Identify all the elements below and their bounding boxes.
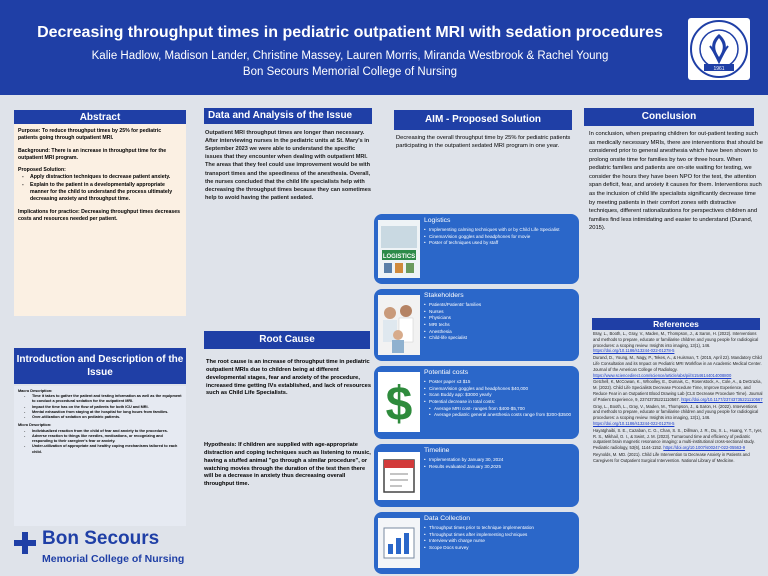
references-heading	[592, 318, 760, 330]
conclusion-text: In conclusion, when preparing children for out-patient testing such as medically necessary MRIs, there are interventions that should be considered prior to general anesthesia which have been shown to prolong onsite time for families by two or three hours. When pediatric families and patients are on-site waiting for testing, we consider the hours they have been NPO for the test, the attention span deficit, fear, and anxiety it causes for them. Interventions such as the inclusion of child life specialists significantly decrease time by meeting patients in their comfort zones with distractive techniques, different rationalizations for perspectives children and families find less intimidating and easier to understand (Durand, 2015).	[589, 131, 763, 232]
footer-college: Memorial College of Nursing	[42, 553, 185, 565]
conclusion-heading-text: Conclusion	[641, 111, 697, 122]
abstract-solution-list	[18, 174, 182, 203]
conclusion-heading	[584, 108, 754, 126]
root-cause-text: The root cause is an increase of throughput time in pediatric outpatient MRIs due to children being at different developmental stages, fear and anxiety of the procedure, increased time getting IVs established, and lack of resources such as Child Life Specialists.	[206, 359, 371, 397]
reference-item	[593, 379, 763, 402]
poster-authors: Kalie Hadlow, Madison Lander, Christine Massey, Lauren Morris, Miranda Westbrook & Rachel Young	[91, 50, 609, 62]
svg-text:1961: 1961	[713, 66, 725, 72]
reference-link[interactable]: https://doi.org/10.1186/s13244-022-01278-5	[593, 348, 675, 354]
list-item: • Scope Docs survey	[424, 545, 576, 552]
list-item: • CinemaVision goggles and headphones for movie	[424, 234, 576, 241]
list-item: - Individualized reaction from the child of fear and anxiety to the procedures.	[32, 429, 182, 434]
logistics-image-word: LOGISTICS	[382, 254, 416, 260]
list-item: • Throughput times after implementing techniques	[424, 532, 576, 539]
reference-item	[593, 331, 763, 354]
list-item: • Results evaluated January 30,2025	[424, 464, 576, 471]
reference-text: Reynolds, M. MD. (2021). Child Life Intervention to Decrease Anxiety in Patients and Caregivers for Outpatient Surgical Intervention. National Library of Medicine.	[593, 451, 750, 463]
list-item: • Average MRI cost- ranges from $400-$5,700	[424, 406, 576, 413]
list-item: • Potential decrease in total costs:	[424, 399, 576, 406]
list-item: • Physicians	[424, 315, 576, 322]
reference-item	[593, 355, 763, 378]
list-item: - Adverse reaction to things like needles, medications, or recognizing and responding to their caregiver's fear or anxiety.	[32, 434, 182, 444]
list-item: - Explain to the patient in a developmentally appropriate manner for the child to understand the process ultimately decreasing anxiety and throughput time.	[30, 182, 182, 204]
timeline-title: Timeline	[424, 447, 450, 454]
data-analysis-text: Outpatient MRI throughput times are longer than necessary. After interviewing nurses in the pediatric units at St. Mary's in September 2023 we were able to understand the specific issues that they encounter when dealing with outpatient MRI. The areas that they feel could use improvement would be with transport times and the speediness of the anesthesia. Overall, the nurses concluded that the child life specialists help with decreasing the throughput times because they can sometimes help to avoid having the patient sedated.	[205, 130, 371, 201]
reference-text: Durand, D., Young, M., Nagy, P., Tekes, A., & Huisman, T. (2015, April 22). Mandatory Child Life Consultation and its Impact on Pediatric MRI Workflow in an Academic Medical Center. Journal of the American College of Radiology.	[593, 355, 762, 372]
list-item: • Interview with charge nurse	[424, 538, 576, 545]
root-cause-heading-text: Root Cause	[259, 334, 315, 345]
hypothesis-text: Hypothesis: If children are supplied with age-appropriate distraction and coping techniques such as listening to music, having a stuffed animal "go through a similar procedure", or watching movies through the duration of the test then there will be a decrease in anxiety thus decreasing overall throughput time.	[204, 442, 371, 488]
abstract-purpose: Purpose: To reduce throughput times by 25% for pediatric patients going through outpatient MRI.	[18, 128, 162, 142]
reference-item	[593, 452, 763, 464]
abstract-solution-label: Proposed Solution:	[18, 167, 66, 174]
abstract-implications: Implications for practice: Decreasing throughput times decreases costs and resources needed per patient.	[18, 208, 181, 222]
cross-icon	[12, 530, 38, 556]
aim-heading	[394, 110, 572, 130]
list-item: - Over-utilization of sedation on pediatric patients.	[32, 415, 182, 420]
poster-header	[0, 0, 768, 95]
abstract-section	[14, 124, 186, 316]
list-item: • Implementing calming techniques with or by Child Life Specialist	[424, 227, 576, 234]
svg-text:$: $	[385, 378, 413, 431]
list-item: • CinemaVision goggles and headphones $40,000	[424, 386, 576, 393]
abstract-background: Background: There is an increase in throughput time for the outpatient MRI program.	[18, 147, 167, 161]
reference-link[interactable]: https://doi.org/10.1177/23743735221110567	[681, 396, 763, 402]
list-item: - Apply distraction techniques to decrease patient anxiety.	[30, 174, 182, 181]
reference-link[interactable]: https://www.sciencedirect.com/science/article/abs/pii/S1546144014008800	[593, 372, 732, 378]
intro-heading-text: Introduction and Description of the Issue	[16, 354, 184, 378]
list-item: • Implementation by January 30, 2024	[424, 457, 576, 464]
list-item: • Throughput times prior to technique implementation	[424, 525, 576, 532]
list-item: • MRI techs	[424, 322, 576, 329]
reference-item	[593, 428, 763, 451]
costs-title: Potential costs	[424, 369, 469, 376]
reference-text: Hayatghaibi, S. E., Cazaban, C. G., Chan, S. S., Dillman, J. R., Du, X. L., Huang, Y. T., Iyer, R. S., Mikhail, O. I., & Swint, J. M. (2023). Turnaround time and efficiency of pediatric outpatient brain magnetic resonance imaging: a multi-institutional cross-sectional study. Pediatric radiology, 53(6), 1144-1152.	[593, 427, 763, 451]
macro-list	[18, 394, 182, 420]
reference-text: Bray, L., Booth, L., Gray, V., Maden, M., Thompson, J., & Saron, H. (2022). Interventions and methods to prepare, educate or familiarise children and young people for radiological procedures: a scoping review. Insights into imaging, 13(1), 146.	[593, 331, 759, 348]
stakeholders-image	[378, 295, 420, 355]
stakeholders-title: Stakeholders	[424, 292, 464, 299]
list-item: - Time it takes to gather the patient and testing information as well as the equipment to conduct a procedural sedation for the outpatient MRI.	[32, 394, 182, 404]
reference-link[interactable]: https://doi.org/10.1007/s00247-022-05563-9	[663, 445, 746, 451]
data-analysis-heading-text: Data and Analysis of the Issue	[208, 110, 353, 121]
root-cause-heading	[204, 331, 370, 349]
collection-title: Data Collection	[424, 515, 471, 522]
potential-costs-card	[374, 366, 579, 439]
poster-title: Decreasing throughput times in pediatric outpatient MRI with sedation procedures	[37, 24, 663, 41]
list-item: • Child-life specialist	[424, 335, 576, 342]
list-item: - Impact the time has on the flow of patients for both ICU and MRI.	[32, 405, 182, 410]
list-item: • Poster paper x3 $15	[424, 379, 576, 386]
list-item: - Mental exhaustion from staying at the hospital for long hours from families.	[32, 410, 182, 415]
footer-logo	[12, 528, 202, 574]
references-list	[593, 331, 763, 465]
intro-section	[14, 386, 186, 526]
data-analysis-heading	[204, 108, 372, 124]
stakeholders-list	[424, 302, 576, 342]
reference-text: Gray, L., Booth, L., Gray, V., Maden, M., Thompson, J., & Saron, H. (2022). Interventions and methods to prepare, educate or familiarise children and young people for radiological procedures: a scoping review. Insights into imaging, 13(1), 146.	[593, 403, 759, 421]
timeline-list	[424, 457, 576, 470]
logistics-list	[424, 227, 576, 247]
abstract-heading-text: Abstract	[79, 112, 121, 123]
list-item: • Poster of techniques used by staff	[424, 240, 576, 247]
data-collection-image	[378, 518, 420, 568]
dollar-sign-icon	[378, 372, 420, 432]
calendar-icon	[378, 452, 420, 500]
timeline-card	[374, 444, 579, 507]
micro-list	[18, 429, 182, 455]
costs-list	[424, 379, 576, 419]
references-heading-text: References	[653, 319, 699, 329]
footer-brand: Bon Secours	[42, 528, 160, 549]
list-item: • Average pediatric general anesthesia costs range from $200-$3500	[424, 412, 576, 419]
college-seal-logo	[688, 18, 750, 80]
reference-text: Getchell, K, McCowan, K., Whoolley, E., Dumais, C., Rosenstock, A., Cole, A., & DeGrazia, M. (2022). Child Life Specialists Decrease Procedure Time, Improve Experience, and Reduce Fear in an Outpatient Blood Drawing Lab (CLS Decrease Procedure Time). Journal of Patient Experience, 9, 23743735221110567.	[593, 379, 763, 402]
list-item: - Under-utilization of appropriate and healthy coping mechanisms tailored to each child.	[32, 444, 182, 454]
collection-list	[424, 525, 576, 552]
aim-text: Decreasing the overall throughput time by 25% for pediatric patients participating in the outpatient sedated MRI program in one year.	[396, 135, 571, 150]
logistics-card	[374, 214, 579, 284]
logistics-image	[378, 220, 420, 278]
reference-item	[593, 404, 763, 427]
poster-school: Bon Secours Memorial College of Nursing	[242, 66, 458, 78]
list-item: • Patients/Patients' families	[424, 302, 576, 309]
intro-heading	[14, 348, 186, 384]
aim-heading-text: AIM - Proposed Solution	[424, 114, 542, 125]
macro-label: Macro Description:	[18, 389, 53, 393]
data-collection-card	[374, 512, 579, 574]
reference-link[interactable]: https://doi.org/10.1186/s13244-022-01278-5	[593, 420, 675, 426]
logistics-title: Logistics	[424, 217, 451, 224]
stakeholders-card	[374, 289, 579, 361]
list-item: • Nurses	[424, 309, 576, 316]
list-item: • Anesthesia	[424, 329, 576, 336]
micro-label: Micro Description:	[18, 423, 52, 428]
list-item: • Scan Buddy app: $3000 yearly	[424, 392, 576, 399]
